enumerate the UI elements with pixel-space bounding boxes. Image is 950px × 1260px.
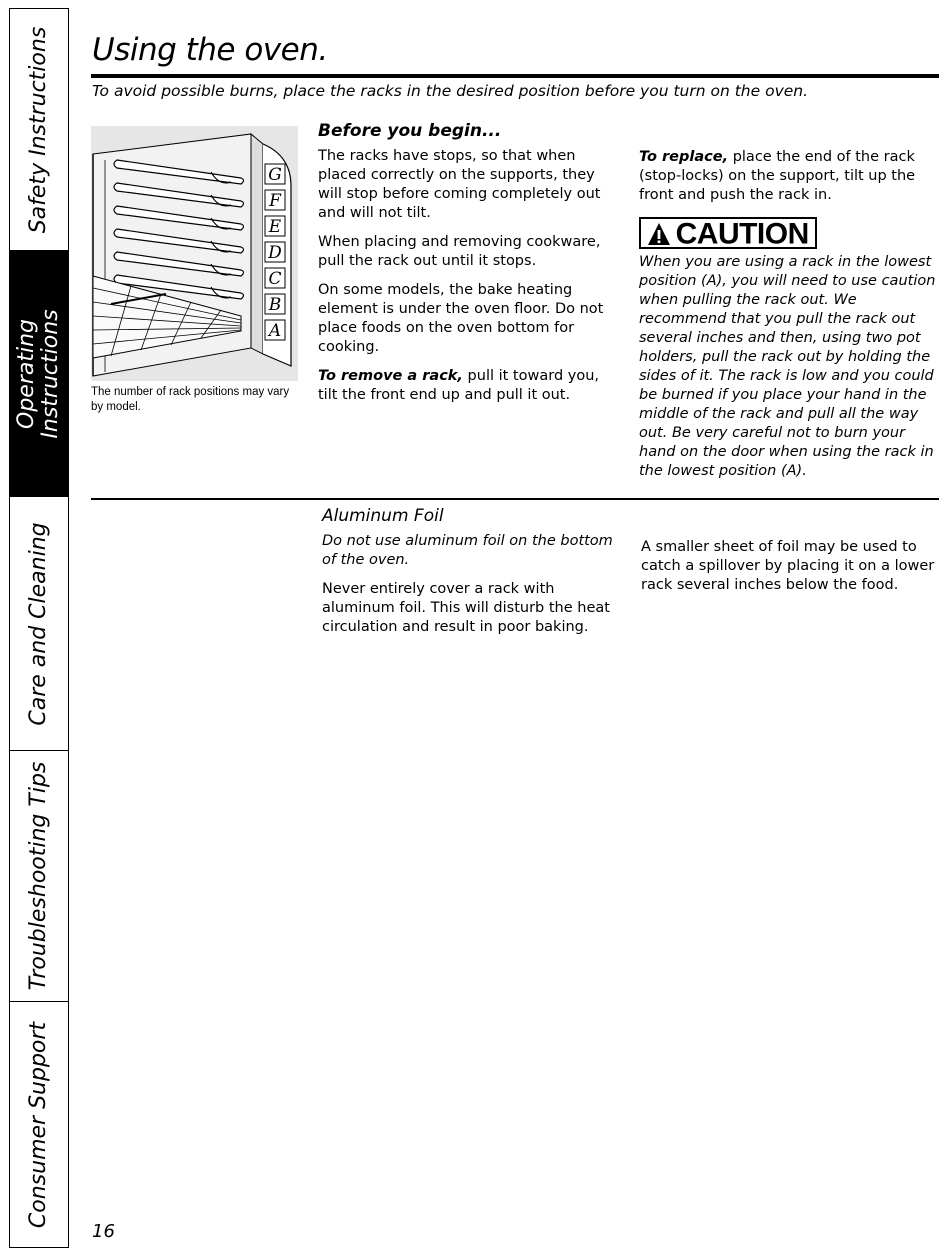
tab-label [15,309,63,438]
before-begin-heading: Before you begin... [318,121,502,141]
rack-label-g: G [268,165,282,185]
rack-label-a: A [268,321,282,341]
replace-paragraph [639,148,941,205]
rack-label-f: F [269,191,281,211]
warning-triangle-icon [647,222,671,246]
before-begin-section [318,122,623,415]
paragraph: Never entirely cover a rack with aluminum foil. This will disturb the heat circulation and result in poor baking. [322,581,610,635]
remove-rack-text: pull it toward you, tilt the front end up and pull it out. [318,368,600,403]
paragraph: When placing and removing cookware, pull the rack out until it stops. [318,234,601,269]
section-divider [91,498,939,500]
rack-label-d: D [268,243,282,263]
replace-caution-section [639,148,941,481]
remove-rack-lead: To remove a rack, [318,368,463,384]
aluminum-foil-right-column [641,538,941,605]
tab-care-and-cleaning[interactable] [10,497,68,751]
tab-label: Consumer Support [26,1021,51,1228]
rack-label-b: B [268,295,282,315]
tab-safety-instructions[interactable] [10,9,68,251]
sidebar-tabs [9,8,69,1248]
page-number: 16 [92,1221,115,1242]
page-subtitle: To avoid possible burns, place the racks in the desired position before you turn on the oven. [92,82,809,100]
paragraph: On some models, the bake heating element is under the oven floor. Do not place foods on the oven bottom for cooking. [318,282,604,355]
page-title: Using the oven. [92,32,328,68]
caution-text: When you are using a rack in the lowest position (A), you will need to use caution when pulling the rack out. We recommend that you pull the rack out several inches and then, using two pot holders, pull the rack out by holding the sides of it. The rack is low and you could be burned if you place your hand in the middle of the rack and pull all the way out. Be very careful not to burn your hand on the door when using the rack in the lowest position (A). [639,254,936,479]
tab-operating-instructions[interactable] [10,251,68,497]
rack-label-e: E [268,217,282,237]
tab-label-line-2: Instructions [38,308,63,439]
caution-label-box [639,217,817,249]
aluminum-foil-section [322,507,622,647]
tab-label: Safety Instructions [26,26,51,233]
tab-label-line-1: Operating [14,318,39,429]
caution-label: CAUTION [675,217,809,251]
rack-label-c: C [268,269,282,289]
title-divider [91,74,939,78]
tab-label: Care and Cleaning [26,521,51,726]
aluminum-foil-heading: Aluminum Foil [322,506,444,526]
replace-lead: To replace, [639,149,729,165]
figure-caption: The number of rack positions may vary by model. [91,386,290,413]
oven-rack-illustration [91,126,298,381]
paragraph: The racks have stops, so that when placed correctly on the supports, they will stop before coming completely out and will not tilt. [318,148,601,221]
remove-rack-paragraph [318,367,623,405]
paragraph: Do not use aluminum foil on the bottom of the oven. [322,533,613,568]
tab-consumer-support[interactable] [10,1002,68,1247]
tab-troubleshooting-tips[interactable] [10,751,68,1002]
tab-label: Troubleshooting Tips [26,761,51,991]
replace-text: place the end of the rack (stop-locks) on the support, tilt up the front and push the rack in. [639,149,916,203]
paragraph: A smaller sheet of foil may be used to catch a spillover by placing it on a lower rack several inches below the food. [641,539,935,593]
